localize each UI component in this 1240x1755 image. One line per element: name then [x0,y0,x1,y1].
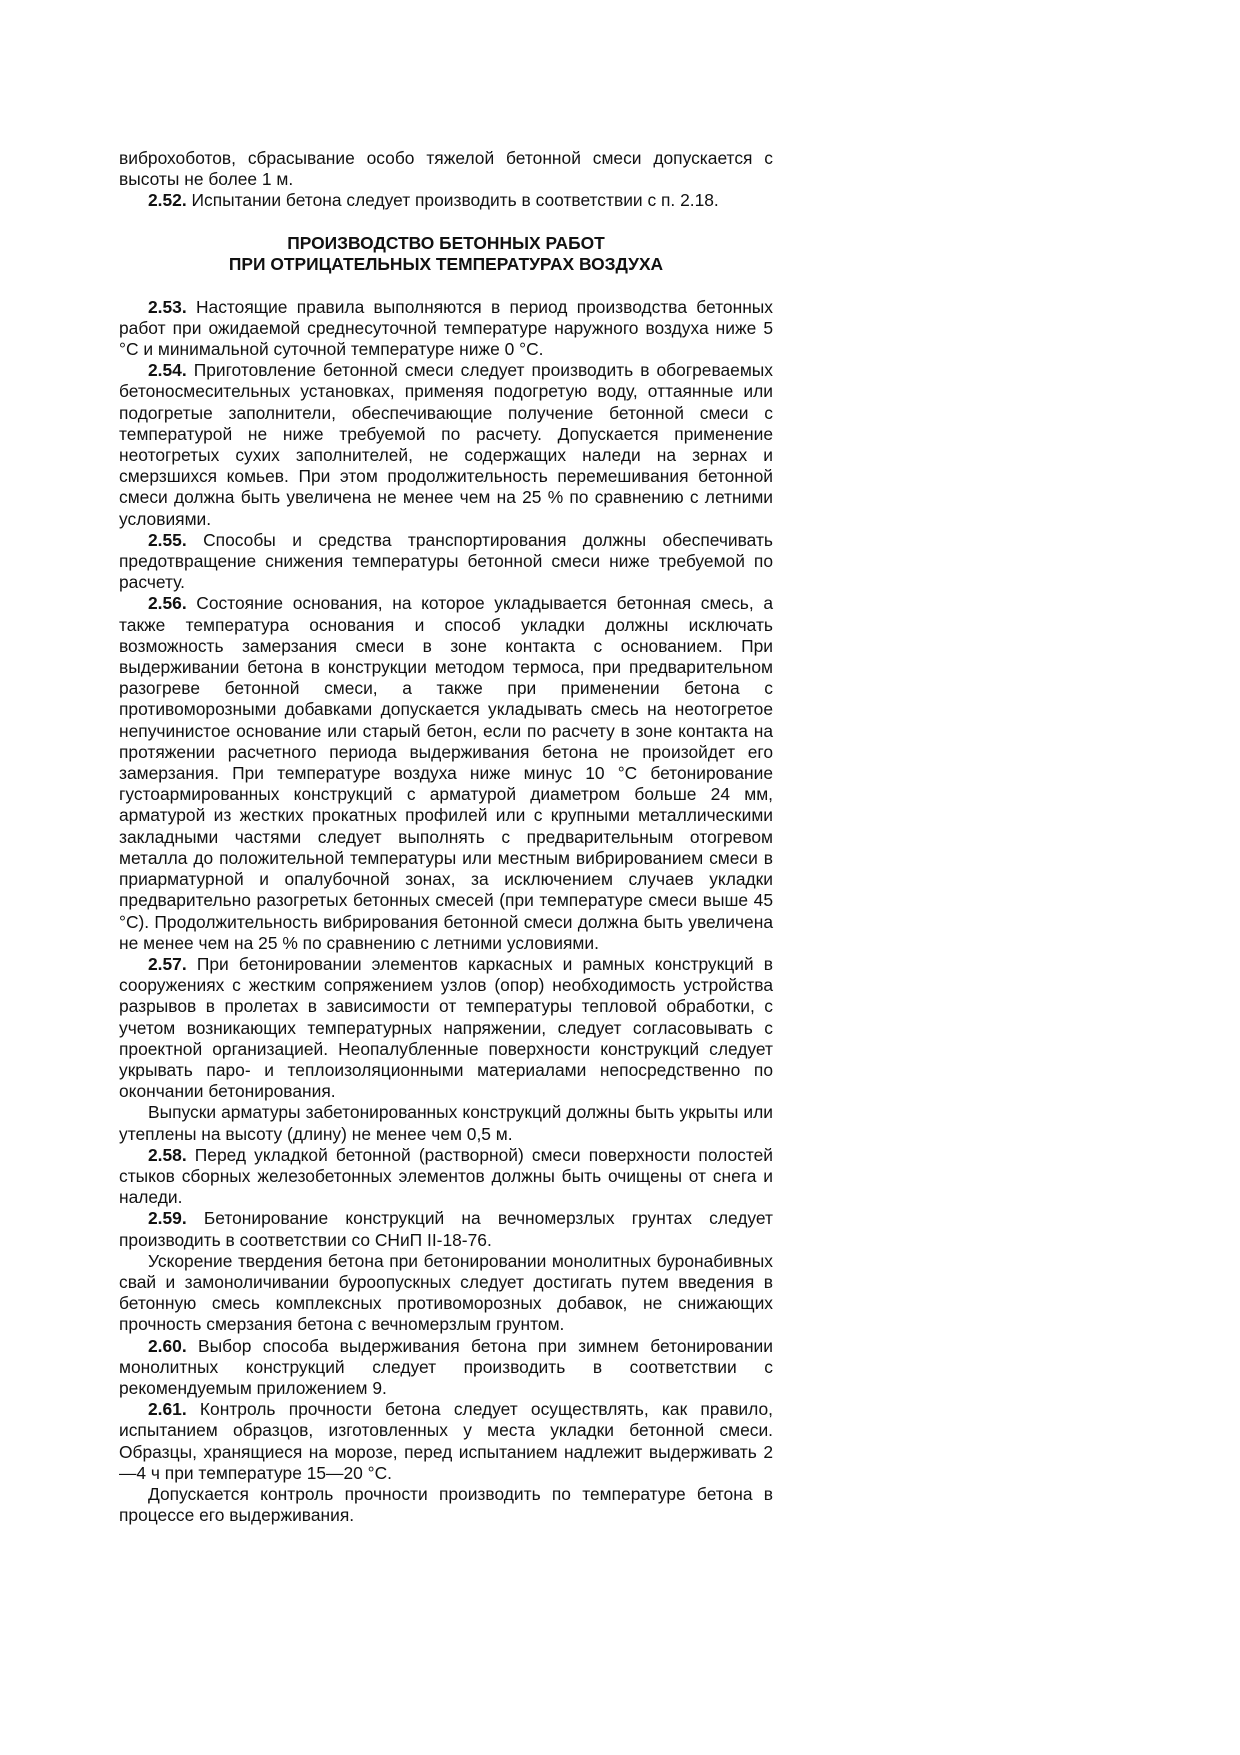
clause-text: Допускается контроль прочности производить по температуре бетона в процессе его выдерживания. [119,1483,773,1526]
section-body [119,297,773,1527]
clause-number: 2.58. [148,1144,187,1165]
clause-number: 2.60. [148,1335,187,1356]
clause-number: 2.56. [148,593,187,614]
clause-paragraph [119,297,773,361]
clause-text: Выбор способа выдерживания бетона при зимнем бетонировании монолитных конструкций следует производить в соответствии с рекомендуемым приложением 9. [119,1335,773,1398]
clause-paragraph [119,190,773,211]
clause-paragraph [119,530,773,594]
heading-line-2: ПРИ ОТРИЦАТЕЛЬНЫХ ТЕМПЕРАТУРАХ ВОЗДУХА [228,254,664,275]
continuation-section [119,148,773,212]
clause-paragraph [119,1145,773,1209]
clause-text: Выпуски арматуры забетонированных конструкций должны быть укрыты или утеплены на высоту (длину) не менее чем 0,5 м. [119,1102,773,1144]
clause-text: виброхоботов, сбрасывание особо тяжелой бетонной смеси допускается с высоты не более 1 м. [119,148,773,190]
heading-line-1: ПРОИЗВОДСТВО БЕТОННЫХ РАБОТ [287,232,605,253]
clause-text: Бетонирование конструкций на вечномерзлых грунтах следует производить в соответствии со СНиП II-18-76. [119,1208,773,1250]
clause-text: Испытании бетона следует производить в соответствии с п. 2.18. [186,190,719,211]
clause-number: 2.53. [148,296,187,317]
paragraph [119,1102,773,1144]
clause-paragraph [119,1208,773,1250]
paragraph [119,148,773,190]
section-heading [119,233,773,276]
document-page [119,148,773,1526]
clause-text: Способы и средства транспортирования должны обеспечивать предотвращение снижения температуры бетонной смеси ниже требуемой по расчету. [119,529,773,593]
clause-text: Контроль прочности бетона следует осуществлять, как правило, испытанием образцов, изготовленных у места укладки бетонной смеси. Образцы, хранящиеся на морозе, перед испытанием надлежит выдерживать 2—4 ч при температуре 15—20 °С. [119,1399,773,1483]
clause-number: 2.59. [148,1208,187,1229]
clause-number: 2.55. [148,529,187,550]
clause-number: 2.57. [148,953,187,974]
paragraph [119,1484,773,1526]
clause-number: 2.61. [148,1399,187,1420]
clause-text: Настоящие правила выполняются в период производства бетонных работ при ожидаемой среднесуточной температуре наружного воздуха ниже 5 °С и минимальной суточной температуре ниже 0 °С. [119,296,773,360]
clause-text: Перед укладкой бетонной (растворной) смеси поверхности полостей стыков сборных железобетонных элементов должны быть очищены от снега и наледи. [119,1144,773,1208]
clause-paragraph [119,1399,773,1484]
clause-paragraph [119,1336,773,1400]
clause-paragraph [119,360,773,530]
clause-number: 2.54. [148,360,187,381]
paragraph [119,1251,773,1336]
clause-text: При бетонировании элементов каркасных и рамных конструкций в сооружениях с жестким сопряжением узлов (опор) необходимость устройства разрывов в пролетах в зависимости от температуры тепловой обработки, с учетом возникающих температурных напряжении, следует согласовывать с проектной организацией. Неопалубленные поверхности конструкций следует укрывать паро- и теплоизоляционными материалами непосредственно по окончании бетонирования. [119,953,773,1102]
clause-text: Состояние основания, на которое укладывается бетонная смесь, а также температура основания и способ укладки должны исключать возможность замерзания смеси в зоне контакта с основанием. При выдерживании бетона в конструкции методом термоса, при предварительном разогреве бетонной смеси, а также при применении бетона с противоморозными добавками допускается укладывать смесь на неотогретое непучинистое основание или старый бетон, если по расчету в зоне контакта на протяжении расчетного периода выдерживания бетона не произойдет его замерзания. При температуре воздуха ниже минус 10 °С бетонирование густоармированных конструкций с арматурой диаметром больше 24 мм, арматурой из жестких прокатных профилей или с крупными металлическими закладными частями следует выполнять с предварительным отогревом металла до положительной температуры или местным вибрированием смеси в приарматурной и опалубочной зонах, за исключением случаев укладки предварительно разогретых бетонных смесей (при температуре смеси выше 45 °С). Продолжительность вибрирования бетонной смеси должна быть увеличена не менее чем на 25 % по сравнению с летними условиями. [119,593,773,953]
clause-paragraph [119,954,773,1102]
clause-number: 2.52. [148,190,187,211]
clause-paragraph [119,593,773,953]
clause-text: Приготовление бетонной смеси следует производить в обогреваемых бетоносмесительных установках, применяя подогретую воду, оттаянные или подогретые заполнители, обеспечивающие получение бетонной смеси с температурой не ниже требуемой по расчету. Допускается применение неотогретых сухих заполнителей, не содержащих наледи на зернах и смерзшихся комьев. При этом продолжительность перемешивания бетонной смеси должна быть увеличена не менее чем на 25 % по сравнению с летними условиями. [119,360,773,529]
clause-text: Ускорение твердения бетона при бетонировании монолитных буронабивных свай и замоноличивании буроопускных следует достигать путем введения в бетонную смесь комплексных противоморозных добавок, не снижающих прочность смерзания бетона с вечномерзлым грунтом. [119,1250,773,1335]
